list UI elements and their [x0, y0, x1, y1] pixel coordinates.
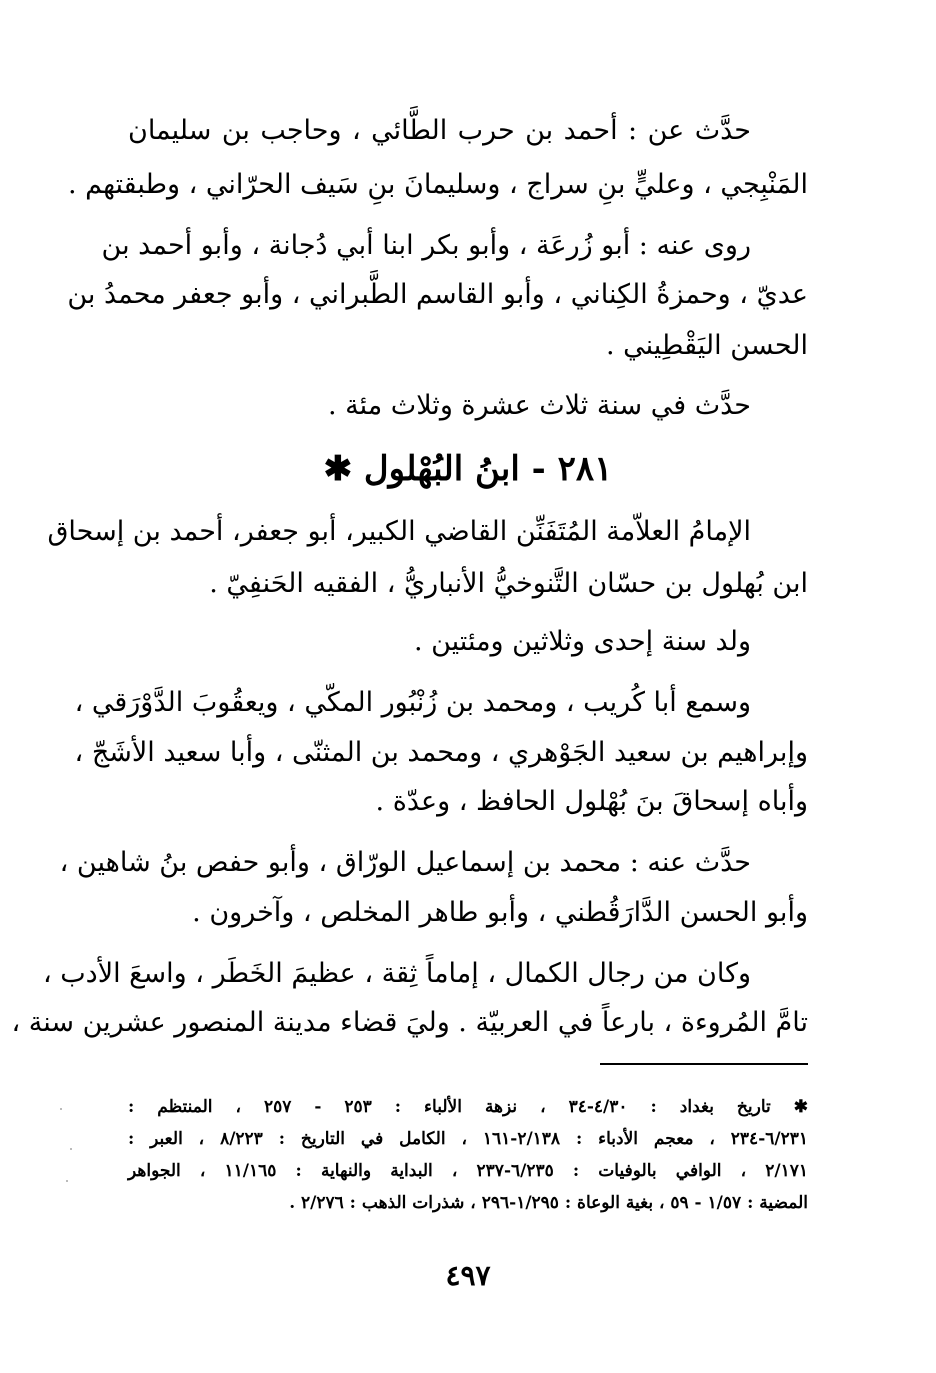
scan-speck	[66, 1180, 68, 1182]
paragraph-students-line-2: وأبو الحسن الدَّارَقُطني ، وأبو طاهر المخلص ، وآخرون .	[192, 897, 808, 928]
footnote-divider	[600, 1063, 808, 1065]
entry-heading: ٢٨١ - ابنُ البُهْلول ✱	[323, 449, 613, 489]
footnote-line-2: ٦/٢٣١-٢٣٤ ، معجم الأدباء : ٢/١٣٨-١٦١ ، الكامل في التاريخ : ٨/٢٢٣ ، العبر :	[128, 1129, 808, 1149]
paragraph-students-line-1: حدَّث عنه : محمد بن إسماعيل الورّاق ، وأبو حفص بنُ شاهين ،	[59, 847, 751, 878]
page-number: ٤٩٧	[445, 1259, 491, 1292]
paragraph-narrated-by-line-3: الحسن اليَقْطِيني .	[605, 330, 808, 361]
paragraph-heard-line-3: وأباه إسحاقَ بنَ بُهْلول الحافظ ، وعدّة .	[375, 786, 808, 817]
footnote-line-4: المضية : ١/٥٧ - ٥٩ ، بغية الوعاة : ١/٢٩٥-٢٩٦ ، شذرات الذهب : ٢/٢٧٦ .	[289, 1193, 808, 1213]
footnote-line-1: ✱ تاريخ بغداد : ٤/٣٠-٣٤ ، نزهة الألباء : ٢٥٣ - ٢٥٧ ، المنتظم :	[128, 1097, 808, 1117]
paragraph-year-line: حدَّث في سنة ثلاث عشرة وثلاث مئة .	[327, 390, 751, 421]
paragraph-character-line-2: تامَّ المُروءة ، بارعاً في العربيّة . وليَ قضاء مدينة المنصور عشرين سنة ،	[11, 1007, 808, 1038]
paragraph-bio-line-2: ابن بُهلول بن حسّان التَّنوخيُّ الأنباريُّ ، الفقيه الحَنفِيّ .	[209, 568, 808, 599]
paragraph-bio-line-1: الإمامُ العلاّمة المُتَفَنِّن القاضي الكبير، أبو جعفر، أحمد بن إسحاق	[47, 516, 751, 547]
paragraph-heard-line-1: وسمع أبا كُريب ، ومحمد بن زُنْبُور المكّي ، ويعقُوبَ الدَّوْرَقي ،	[74, 687, 751, 718]
scan-speck	[60, 1108, 62, 1110]
paragraph-narrated-by-line-1: روى عنه : أبو زُرعَة ، وأبو بكر ابنا أبي دُجانة ، وأبو أحمد بن	[101, 230, 751, 261]
paragraph-birth-line: ولد سنة إحدى وثلاثين ومئتين .	[413, 626, 751, 657]
paragraph-heard-line-2: وإبراهيم بن سعيد الجَوْهري ، ومحمد بن المثنّى ، وأبا سعيد الأشَجّ ،	[74, 737, 808, 768]
footnote-line-3: ٢/١٧١ ، الوافي بالوفيات : ٦/٢٣٥-٢٣٧ ، البداية والنهاية : ١١/١٦٥ ، الجواهر	[128, 1161, 808, 1181]
paragraph-character-line-1: وكان من رجال الكمال ، إماماً ثِقة ، عظيمَ الخَطَر ، واسعَ الأدب ،	[42, 958, 751, 989]
scan-speck	[70, 1148, 72, 1150]
paragraph-narrated-from-line-1: حدَّث عن : أحمد بن حرب الطَّائي ، وحاجب بن سليمان	[128, 115, 751, 146]
paragraph-narrated-from-line-2: المَنْبِجي ، وعليٍّ بنِ سراج ، وسليمانَ بنِ سَيف الحرّاني ، وطبقتهم .	[67, 169, 808, 200]
paragraph-narrated-by-line-2: عديّ ، وحمزةُ الكِناني ، وأبو القاسم الطَّبراني ، وأبو جعفر محمدُ بن	[67, 279, 808, 310]
